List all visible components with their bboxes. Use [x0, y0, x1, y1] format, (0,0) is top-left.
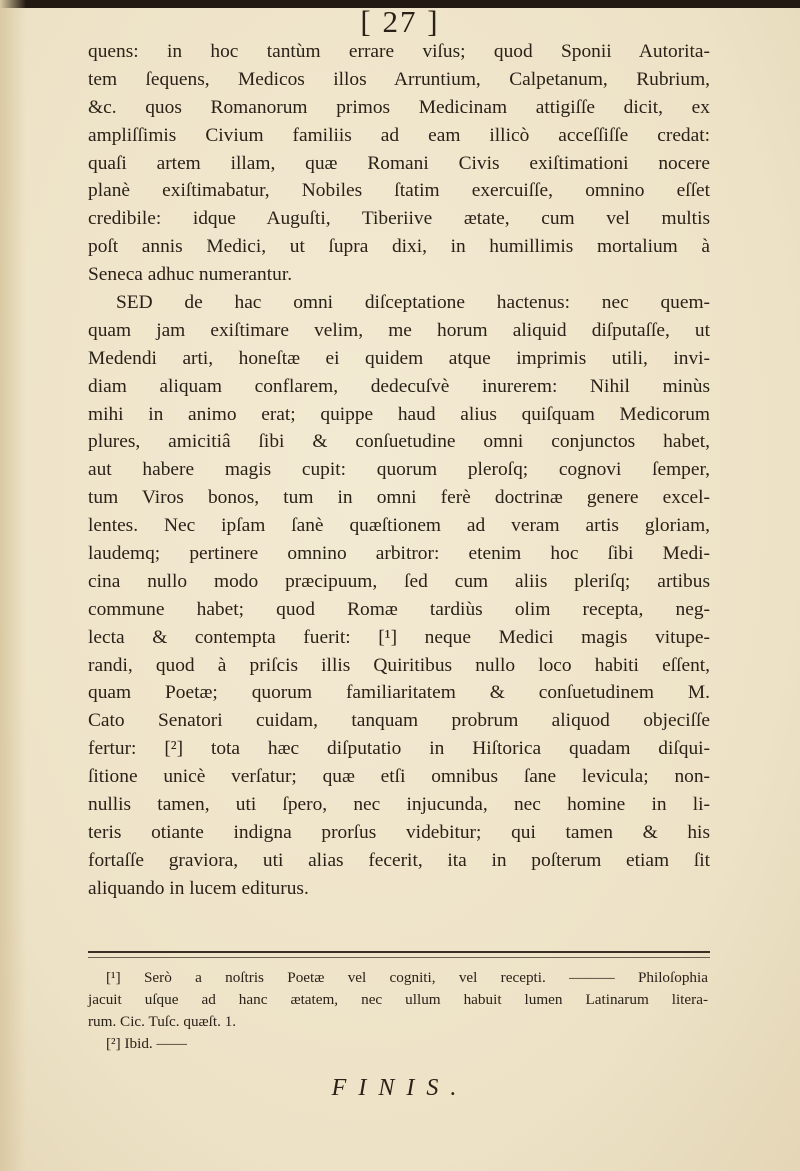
text-line: Medendi arti, honeſtæ ei quidem atque imprimis utili, invi- [88, 347, 710, 369]
footnote-line: [²] Ibid. —— [106, 1035, 187, 1052]
page-number: [ 27 ] [360, 4, 440, 39]
text-line: diam aliquam conflarem, dedecuſvè inurerem: Nihil minùs [88, 375, 710, 397]
text-line: mihi in animo erat; quippe haud alius quiſquam Medicorum [88, 403, 710, 425]
text-line: teris otiante indigna prorſus videbitur; qui tamen & his [88, 821, 710, 843]
text-line: fortaſſe graviora, uti alias fecerit, ita in poſterum etiam ſit [88, 849, 710, 871]
text-line: aliquando in lucem editurus. [88, 877, 309, 899]
text-line: commune habet; quod Romæ tardiùs olim recepta, neg- [88, 598, 710, 620]
text-line: tem ſequens, Medicos illos Arruntium, Calpetanum, Rubrium, [88, 68, 710, 90]
text-line: quens: in hoc tantùm errare viſus; quod Sponii Autorita- [88, 41, 710, 62]
text-line: Cato Senatori cuidam, tanquam probrum aliquod objeciſſe [88, 710, 710, 732]
text-line: cina nullo modo præcipuum, ſed cum aliis pleriſq; artibus [88, 570, 710, 592]
text-line: fertur: [²] tota hæc diſputatio in Hiſtorica quadam diſqui- [88, 738, 710, 760]
footnote-line: [¹] Serò a noſtris Poetæ vel cogniti, vel recepti. ——— Philoſophia [106, 969, 708, 986]
text-line: aut habere magis cupit: quorum pleroſq; cognovi ſemper, [88, 459, 710, 481]
footnote-line: jacuit uſque ad hanc ætatem, nec ullum habuit lumen Latinarum litera- [88, 991, 708, 1008]
text-line: nullis tamen, uti ſpero, nec injucunda, nec homine in li- [88, 794, 710, 816]
footnotes [88, 967, 708, 1055]
text-line: ampliſſimis Civium familiis ad eam illicò acceſſiſſe credat: [88, 124, 710, 146]
text-line: plures, amicitiâ ſibi & conſuetudine omni conjunctos habet, [88, 431, 710, 453]
text-line: &c. quos Romanorum primos Medicinam attigiſſe dicit, ex [88, 96, 710, 118]
finis-heading: FINIS. [331, 1075, 469, 1101]
main-text [88, 38, 710, 903]
text-line: planè exiſtimabatur, Nobiles ſtatim exercuiſſe, omnino eſſet [88, 180, 710, 202]
footnote-rule-thin [88, 957, 710, 958]
page-gutter-shadow [0, 0, 26, 1171]
text-line: SED de hac omni diſceptatione hactenus: nec quem- [116, 292, 710, 314]
footnote-line: rum. Cic. Tuſc. quæſt. 1. [88, 1013, 237, 1030]
text-line: randi, quod à priſcis illis Quiritibus nullo loco habiti eſſent, [88, 654, 710, 676]
text-line: poſt annis Medici, ut ſupra dixi, in humillimis mortalium à [88, 236, 710, 258]
text-line: Seneca adhuc numerantur. [88, 264, 293, 286]
text-line: ſitione unicè verſatur; quæ etſi omnibus ſane levicula; non- [88, 766, 710, 788]
text-line: tum Viros bonos, tum in omni ferè doctrinæ genere excel- [88, 487, 710, 509]
text-line: quam jam exiſtimare velim, me horum aliquid diſputaſſe, ut [88, 319, 710, 341]
text-line: lecta & contempta fuerit: [¹] neque Medici magis vitupe- [88, 626, 710, 648]
text-line: credibile: idque Auguſti, Tiberiive ætate, cum vel multis [88, 208, 710, 230]
text-line: quam Poetæ; quorum familiaritatem & conſuetudinem M. [88, 682, 710, 704]
text-line: lentes. Nec ipſam ſanè quæſtionem ad veram artis gloriam, [88, 515, 710, 537]
footnote-rule [88, 951, 710, 953]
text-line: quaſi artem illam, quæ Romani Civis exiſtimationi nocere [88, 152, 710, 174]
text-line: laudemq; pertinere omnino arbitror: etenim hoc ſibi Medi- [88, 543, 710, 565]
